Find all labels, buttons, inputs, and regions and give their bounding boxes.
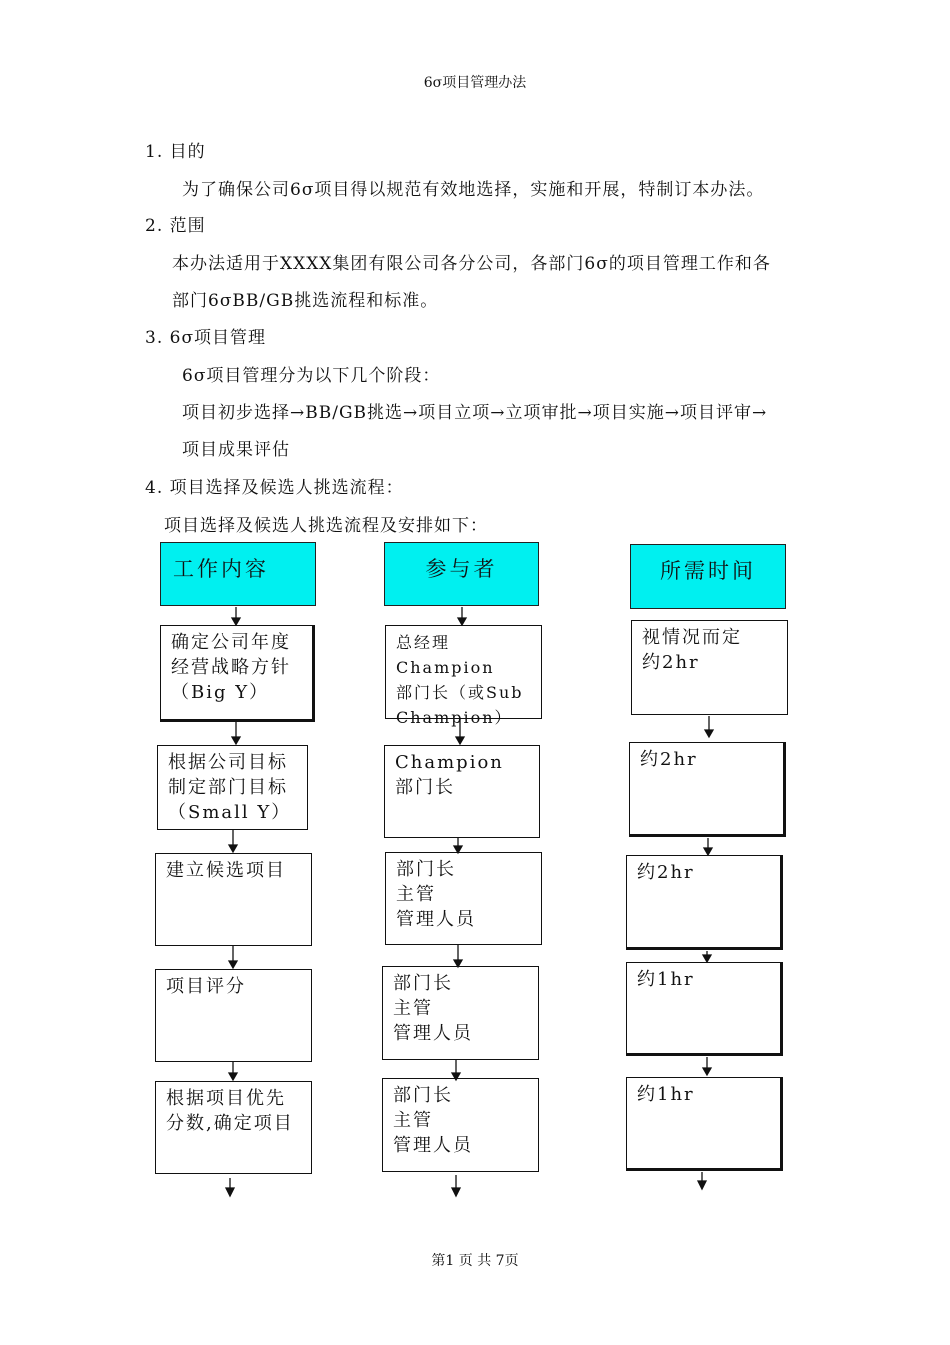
participants-step-3: 部门长 主管 管理人员 (385, 852, 542, 945)
arrow-down-icon (229, 961, 237, 968)
arrow-down-icon (226, 1188, 234, 1196)
section-3-body-line1: 6σ项目管理分为以下几个阶段： (182, 366, 441, 386)
section-3-body-line2: 项目初步选择→BB/GB挑选→项目立项→立项审批→项目实施→项目评审→ (182, 403, 768, 423)
work-step-3: 建立候选项目 (155, 853, 312, 946)
page-footer: 第1 页 共 7页 (431, 1253, 519, 1269)
work-step-4: 项目评分 (155, 969, 312, 1062)
arrow-down-icon (456, 737, 464, 744)
section-2-title: 2. 范围 (145, 216, 206, 236)
arrow-down-icon (229, 1073, 237, 1080)
participants-step-4: 部门长 主管 管理人员 (382, 966, 539, 1060)
section-2-body-line1: 本办法适用于XXXX集团有限公司各分公司，各部门6σ的项目管理工作和各 (172, 254, 771, 274)
arrow-down-icon (705, 730, 713, 737)
participants-step-5: 部门长 主管 管理人员 (382, 1078, 539, 1172)
arrow-down-icon (458, 618, 466, 625)
arrow-down-icon (703, 955, 711, 962)
work-step-1: 确定公司年度 经营战略方针 （Big Y） (160, 625, 315, 722)
section-3-title: 3. 6σ项目管理 (145, 328, 267, 348)
flow-header-work: 工作内容 (160, 542, 316, 606)
arrow-down-icon (452, 1073, 460, 1080)
arrow-down-icon (229, 845, 237, 852)
section-3-body-line3: 项目成果评估 (182, 440, 290, 460)
work-step-2: 根据公司目标 制定部门目标 （Small Y） (157, 745, 308, 830)
arrow-down-icon (232, 737, 240, 744)
time-step-5: 约1hr (626, 1077, 783, 1171)
time-step-2: 约2hr (629, 742, 786, 837)
time-step-3: 约2hr (626, 855, 783, 950)
section-4-body: 项目选择及候选人挑选流程及安排如下： (164, 516, 488, 536)
participants-step-2: Champion 部门长 (384, 745, 540, 838)
arrow-down-icon (452, 1188, 460, 1196)
arrow-down-icon (232, 618, 240, 625)
arrow-down-icon (703, 1068, 711, 1075)
section-2-body-line2: 部门6σBB/GB挑选流程和标准。 (172, 291, 439, 311)
arrow-down-icon (454, 960, 462, 967)
section-4-title: 4. 项目选择及候选人挑选流程： (145, 478, 404, 498)
time-step-1: 视情况而定 约2hr (631, 620, 788, 715)
page-header: 6σ项目管理办法 (423, 75, 527, 91)
section-1-body: 为了确保公司6σ项目得以规范有效地选择，实施和开展，特制订本办法。 (182, 180, 765, 200)
time-step-4: 约1hr (626, 962, 783, 1056)
arrow-down-icon (704, 848, 712, 855)
participants-step-1: 总经理 Champion 部门长（或Sub Champion） (385, 625, 542, 719)
arrow-down-icon (698, 1181, 706, 1189)
flow-header-time: 所需时间 (630, 544, 786, 609)
section-1-title: 1. 目的 (145, 142, 206, 162)
work-step-5: 根据项目优先 分数,确定项目 (155, 1081, 312, 1174)
flow-header-participants: 参与者 (384, 542, 539, 606)
arrow-down-icon (454, 846, 462, 853)
